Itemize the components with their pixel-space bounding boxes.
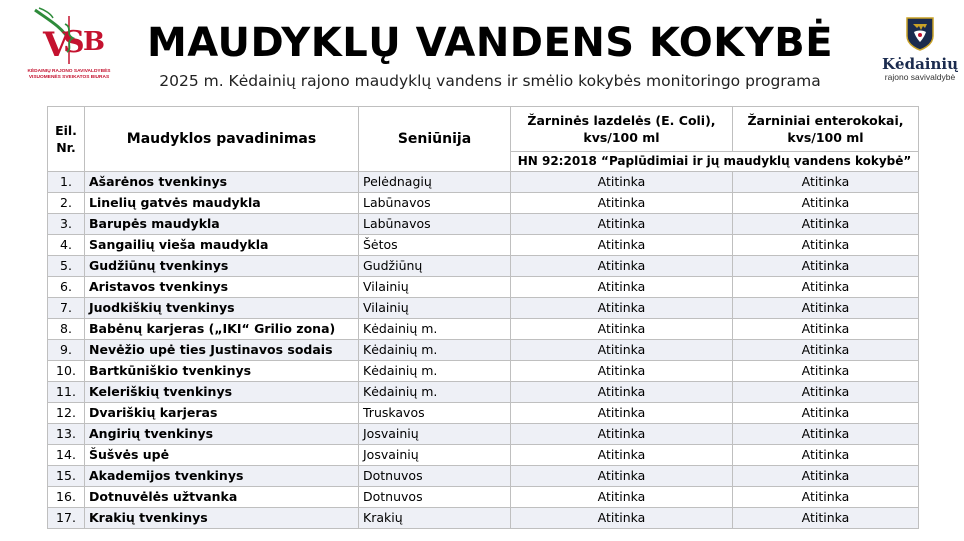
svg-text:S: S bbox=[63, 25, 85, 60]
table-row bbox=[48, 340, 919, 361]
enterococci-result: Atitinka bbox=[733, 403, 919, 424]
bathing-site-name: Aristavos tvenkinys bbox=[85, 277, 359, 298]
row-number: 5. bbox=[48, 256, 85, 277]
ecoli-result: Atitinka bbox=[511, 340, 733, 361]
enterococci-result: Atitinka bbox=[733, 277, 919, 298]
enterococci-result: Atitinka bbox=[733, 424, 919, 445]
ecoli-result: Atitinka bbox=[511, 235, 733, 256]
eldership-name: Josvainių bbox=[359, 424, 511, 445]
bathing-site-name: Sangailių vieša maudykla bbox=[85, 235, 359, 256]
ecoli-result: Atitinka bbox=[511, 256, 733, 277]
ecoli-result: Atitinka bbox=[511, 361, 733, 382]
vsb-emblem-icon bbox=[29, 6, 109, 68]
public-health-bureau-logo bbox=[14, 6, 124, 86]
municipality-logo bbox=[880, 16, 960, 82]
enterococci-result: Atitinka bbox=[733, 319, 919, 340]
row-number: 9. bbox=[48, 340, 85, 361]
ecoli-result: Atitinka bbox=[511, 319, 733, 340]
bathing-site-name: Šušvės upė bbox=[85, 445, 359, 466]
table-row bbox=[48, 172, 919, 193]
eldership-name: Dotnuvos bbox=[359, 466, 511, 487]
table-row bbox=[48, 487, 919, 508]
header-ecoli: Žarninės lazdelės (E. Coli), kvs/100 ml bbox=[511, 107, 733, 152]
eldership-name: Šėtos bbox=[359, 235, 511, 256]
table-row bbox=[48, 403, 919, 424]
bathing-site-name: Dotnuvėlės užtvanka bbox=[85, 487, 359, 508]
table-row bbox=[48, 193, 919, 214]
eldership-name: Kėdainių m. bbox=[359, 382, 511, 403]
bathing-site-name: Gudžiūnų tvenkinys bbox=[85, 256, 359, 277]
eldership-name: Krakių bbox=[359, 508, 511, 529]
ecoli-result: Atitinka bbox=[511, 508, 733, 529]
row-number: 15. bbox=[48, 466, 85, 487]
svg-text:V: V bbox=[43, 25, 70, 65]
enterococci-result: Atitinka bbox=[733, 445, 919, 466]
header-enterococci: Žarniniai enterokokai, kvs/100 ml bbox=[733, 107, 919, 152]
coat-of-arms-icon bbox=[905, 16, 935, 52]
header-name: Maudyklos pavadinimas bbox=[85, 107, 359, 172]
bathing-site-name: Juodkiškių tvenkinys bbox=[85, 298, 359, 319]
bathing-site-name: Angirių tvenkinys bbox=[85, 424, 359, 445]
enterococci-result: Atitinka bbox=[733, 466, 919, 487]
bathing-site-name: Dvariškių karjeras bbox=[85, 403, 359, 424]
enterococci-result: Atitinka bbox=[733, 298, 919, 319]
enterococci-result: Atitinka bbox=[733, 193, 919, 214]
table-row bbox=[48, 466, 919, 487]
ecoli-result: Atitinka bbox=[511, 172, 733, 193]
ecoli-result: Atitinka bbox=[511, 214, 733, 235]
ecoli-result: Atitinka bbox=[511, 445, 733, 466]
enterococci-result: Atitinka bbox=[733, 487, 919, 508]
svg-text:B: B bbox=[83, 27, 105, 57]
ecoli-result: Atitinka bbox=[511, 382, 733, 403]
eldership-name: Pelėdnagių bbox=[359, 172, 511, 193]
bathing-site-name: Barupės maudykla bbox=[85, 214, 359, 235]
enterococci-result: Atitinka bbox=[733, 214, 919, 235]
eldership-name: Dotnuvos bbox=[359, 487, 511, 508]
bathing-site-name: Linelių gatvės maudykla bbox=[85, 193, 359, 214]
enterococci-result: Atitinka bbox=[733, 235, 919, 256]
table-row bbox=[48, 445, 919, 466]
ecoli-result: Atitinka bbox=[511, 466, 733, 487]
eldership-name: Josvainių bbox=[359, 445, 511, 466]
eldership-name: Gudžiūnų bbox=[359, 256, 511, 277]
ecoli-result: Atitinka bbox=[511, 193, 733, 214]
eldership-name: Kėdainių m. bbox=[359, 340, 511, 361]
bathing-site-name: Ašarėnos tvenkinys bbox=[85, 172, 359, 193]
enterococci-result: Atitinka bbox=[733, 508, 919, 529]
table-row bbox=[48, 214, 919, 235]
header-norm: HN 92:2018 “Paplūdimiai ir jų maudyklų vandens kokybė” bbox=[511, 152, 919, 172]
table-row bbox=[48, 424, 919, 445]
bathing-site-name: Akademijos tvenkinys bbox=[85, 466, 359, 487]
row-number: 10. bbox=[48, 361, 85, 382]
ecoli-result: Atitinka bbox=[511, 403, 733, 424]
table-row bbox=[48, 235, 919, 256]
enterococci-result: Atitinka bbox=[733, 256, 919, 277]
eldership-name: Labūnavos bbox=[359, 193, 511, 214]
header-eldership: Seniūnija bbox=[359, 107, 511, 172]
water-quality-table bbox=[47, 106, 919, 529]
enterococci-result: Atitinka bbox=[733, 172, 919, 193]
bathing-site-name: Babėnų karjeras („IKI“ Grilio zona) bbox=[85, 319, 359, 340]
row-number: 3. bbox=[48, 214, 85, 235]
enterococci-result: Atitinka bbox=[733, 361, 919, 382]
header-nr: Eil. Nr. bbox=[48, 107, 85, 172]
row-number: 17. bbox=[48, 508, 85, 529]
ecoli-result: Atitinka bbox=[511, 487, 733, 508]
table-row bbox=[48, 508, 919, 529]
enterococci-result: Atitinka bbox=[733, 340, 919, 361]
table-row bbox=[48, 361, 919, 382]
eldership-name: Vilainių bbox=[359, 298, 511, 319]
bathing-site-name: Keleriškių tvenkinys bbox=[85, 382, 359, 403]
municipality-subtitle: rajono savivaldybė bbox=[884, 72, 956, 82]
table-row bbox=[48, 256, 919, 277]
row-number: 8. bbox=[48, 319, 85, 340]
logo-caption: KĖDAINIŲ RAJONO SAVIVALDYBĖS VISUOMENĖS SVEIKATOS BIURAS bbox=[27, 69, 111, 80]
eldership-name: Labūnavos bbox=[359, 214, 511, 235]
row-number: 6. bbox=[48, 277, 85, 298]
eldership-name: Truskavos bbox=[359, 403, 511, 424]
ecoli-result: Atitinka bbox=[511, 277, 733, 298]
eldership-name: Kėdainių m. bbox=[359, 361, 511, 382]
bathing-site-name: Bartkūniškio tvenkinys bbox=[85, 361, 359, 382]
ecoli-result: Atitinka bbox=[511, 424, 733, 445]
page-title: MAUDYKLŲ VANDENS KOKYBĖ bbox=[146, 20, 834, 66]
table-row bbox=[48, 277, 919, 298]
row-number: 11. bbox=[48, 382, 85, 403]
row-number: 16. bbox=[48, 487, 85, 508]
row-number: 13. bbox=[48, 424, 85, 445]
ecoli-result: Atitinka bbox=[511, 298, 733, 319]
table-row bbox=[48, 298, 919, 319]
row-number: 1. bbox=[48, 172, 85, 193]
page-subtitle: 2025 m. Kėdainių rajono maudyklų vandens ir smėlio kokybės monitoringo programa bbox=[159, 72, 821, 90]
table-row bbox=[48, 319, 919, 340]
row-number: 12. bbox=[48, 403, 85, 424]
table-row bbox=[48, 382, 919, 403]
eldership-name: Vilainių bbox=[359, 277, 511, 298]
eldership-name: Kėdainių m. bbox=[359, 319, 511, 340]
bathing-site-name: Krakių tvenkinys bbox=[85, 508, 359, 529]
row-number: 7. bbox=[48, 298, 85, 319]
row-number: 2. bbox=[48, 193, 85, 214]
row-number: 14. bbox=[48, 445, 85, 466]
enterococci-result: Atitinka bbox=[733, 382, 919, 403]
municipality-name: Kėdainių bbox=[882, 55, 958, 73]
row-number: 4. bbox=[48, 235, 85, 256]
bathing-site-name: Nevėžio upė ties Justinavos sodais bbox=[85, 340, 359, 361]
